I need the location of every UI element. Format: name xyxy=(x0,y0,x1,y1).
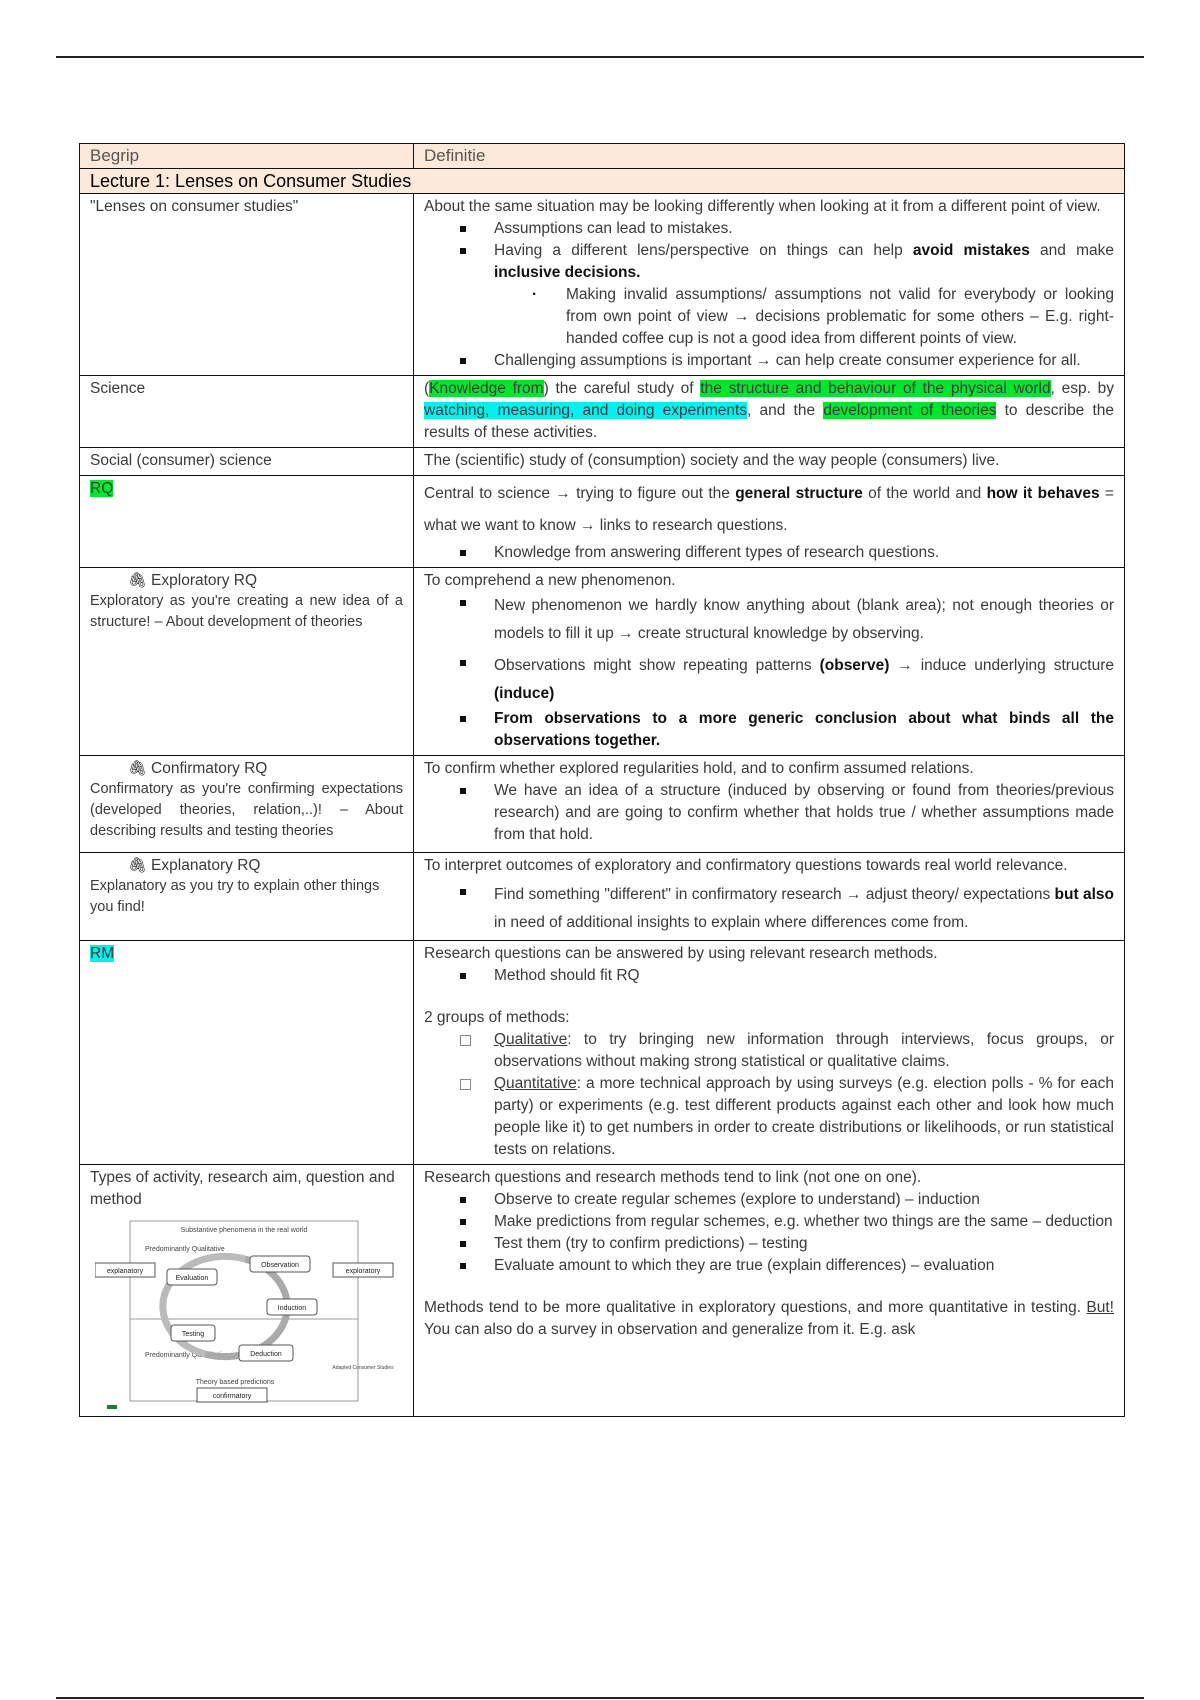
rm-groups: 2 groups of methods: xyxy=(424,1009,570,1026)
diagram-left-tag: explanatory xyxy=(106,1268,144,1275)
definition-rm xyxy=(414,941,1125,1165)
confirmatory-bullets xyxy=(424,780,1114,846)
list-item: Test them (try to confirm predictions) – testing xyxy=(494,1233,1114,1255)
rm-bullets xyxy=(424,965,1114,987)
diagram-right-tag: exploratory xyxy=(345,1268,381,1275)
term-confirmatory xyxy=(80,756,414,853)
definition-social: The (scientific) study of (consumption) society and the way people (consumers) live. xyxy=(414,448,1125,476)
term-exploratory xyxy=(80,568,414,756)
types-bullets xyxy=(424,1189,1114,1277)
exploratory-intro: To comprehend a new phenomenon. xyxy=(424,572,676,589)
list-item: Observations might show repeating patterns (observe) → induce underlying structure (induce) xyxy=(494,652,1114,708)
definition-lenses xyxy=(414,194,1125,376)
list-item: Challenging assumptions is important → can help create consumer experience for all. xyxy=(494,350,1114,372)
list-item: Qualitative: to try bringing new information through interviews, focus groups, or observations without making strong statistical or qualitative claims. xyxy=(494,1029,1114,1073)
definition-explanatory xyxy=(414,853,1125,941)
list-item: Knowledge from answering different types of research questions. xyxy=(494,542,1114,564)
list-item: Evaluate amount to which they are true (explain differences) – evaluation xyxy=(494,1255,1114,1277)
definition-exploratory xyxy=(414,568,1125,756)
table-row xyxy=(80,568,1125,756)
definition-rq: Central to science → trying to figure out the general structure of the world and how it behaves = what we want to know → links to research questions. Knowledge from answering different types of research questions. xyxy=(414,476,1125,568)
diagram-deduction: Deduction xyxy=(250,1351,282,1358)
explanatory-title: Explanatory RQ xyxy=(151,857,261,874)
diagram-qual-label: Predominantly Qualitative xyxy=(145,1246,225,1253)
list-item: Having a different lens/perspective on things can help avoid mistakes and make inclusive decisions. · Making invalid assumptions/ assumptions not valid for everybody or looking from own point of view → decisions problematic for some others – E.g. right-handed coffee cup is not a good idea from different points of view. xyxy=(494,240,1114,350)
term-lenses: "Lenses on consumer studies" xyxy=(80,194,414,376)
diagram-observation: Observation xyxy=(261,1262,299,1269)
diagram-testing: Testing xyxy=(181,1331,205,1338)
paperclip-icon: 🖇 xyxy=(128,572,148,589)
diagram-induction: Induction xyxy=(277,1305,307,1312)
header-begrip: Begrip xyxy=(80,144,414,169)
list-item: · Making invalid assumptions/ assumptions not valid for everybody or looking from own point of view → decisions problematic for some others – E.g. right-handed coffee cup is not a good idea from different points of view. xyxy=(566,284,1114,350)
bottom-rule xyxy=(56,1697,1144,1699)
exploratory-desc: Exploratory as you're creating a new idea of a structure! – About development of theories xyxy=(90,593,403,630)
types-intro: Research questions and research methods tend to link (not one on one). xyxy=(424,1169,922,1186)
top-rule xyxy=(56,56,1144,58)
types-term: Types of activity, research aim, question and method xyxy=(90,1169,395,1208)
diagram-bottom-tag: confirmatory xyxy=(212,1393,252,1400)
explanatory-desc: Explanatory as you try to explain other things you find! xyxy=(90,878,380,915)
explanatory-intro: To interpret outcomes of exploratory and confirmatory questions towards real world relevance. xyxy=(424,857,1068,874)
table-row xyxy=(80,853,1125,941)
table-row xyxy=(80,376,1125,448)
list-item: New phenomenon we hardly know anything about (blank area); not enough theories or models to fill it up → create structural knowledge by observing. xyxy=(494,592,1114,648)
term-types xyxy=(80,1165,414,1417)
term-rm xyxy=(80,941,414,1165)
diagram-green-mark xyxy=(107,1405,117,1409)
table-row xyxy=(80,476,1125,568)
diagram-evaluation: Evaluation xyxy=(175,1275,209,1282)
term-social: Social (consumer) science xyxy=(80,448,414,476)
list-item: Method should fit RQ xyxy=(494,965,1114,987)
highlight-green: the structure and behaviour of the physical world xyxy=(700,380,1051,397)
rm-method-list xyxy=(424,1029,1114,1161)
confirmatory-desc: Confirmatory as you're confirming expectations (developed theories, relation,..)! – About describing results and testing theories xyxy=(90,781,403,839)
rq-bullets xyxy=(424,542,1114,564)
definition-types xyxy=(414,1165,1125,1417)
highlight-green: development of theories xyxy=(823,402,997,419)
diagram-bottom-text: Theory based predictions xyxy=(195,1379,275,1386)
list-item: Assumptions can lead to mistakes. xyxy=(494,218,1114,240)
lecture-title-row xyxy=(80,169,1125,194)
rm-intro: Research questions can be answered by using relevant research methods. xyxy=(424,945,938,962)
confirmatory-intro: To confirm whether explored regularities hold, and to confirm assumed relations. xyxy=(424,760,974,777)
diagram-quant-label: Predominantly Quantitative xyxy=(145,1352,230,1359)
lenses-subbullets xyxy=(494,284,1114,350)
definition-confirmatory xyxy=(414,756,1125,853)
table-header-row xyxy=(80,144,1125,169)
highlight-green: Knowledge from xyxy=(429,380,544,397)
highlight-cyan: RM xyxy=(90,945,115,962)
highlight-cyan: watching, measuring, and doing experiments xyxy=(424,402,748,419)
definitions-table xyxy=(79,143,1125,1417)
lecture-title: Lecture 1: Lenses on Consumer Studies xyxy=(80,169,1125,194)
table-row xyxy=(80,194,1125,376)
list-item: Find something "different" in confirmatory research → adjust theory/ expectations but also in need of additional insights to explain where differences come from. xyxy=(494,881,1114,937)
exploratory-bullets xyxy=(424,592,1114,752)
term-rq xyxy=(80,476,414,568)
lenses-bullets xyxy=(424,218,1114,372)
exploratory-title: Exploratory RQ xyxy=(151,572,257,589)
explanatory-bullets xyxy=(424,881,1114,937)
header-definitie: Definitie xyxy=(414,144,1125,169)
highlight-green: RQ xyxy=(90,480,114,497)
list-item: Observe to create regular schemes (explore to understand) – induction xyxy=(494,1189,1114,1211)
definition-science: (Knowledge from) the careful study of the structure and behaviour of the physical world, esp. by watching, measuring, and doing experiments, and the development of theories to describe the results of these activities. xyxy=(414,376,1125,448)
table-row xyxy=(80,756,1125,853)
table-row xyxy=(80,1165,1125,1417)
types-paragraph: Methods tend to be more qualitative in exploratory questions, and more quantitative in testing. But! You can also do a survey in observation and generalize from it. E.g. ask xyxy=(424,1299,1114,1338)
term-science: Science xyxy=(80,376,414,448)
list-item: From observations to a more generic conclusion about what binds all the observations together. xyxy=(494,708,1114,752)
table-row xyxy=(80,448,1125,476)
table-row xyxy=(80,941,1125,1165)
term-explanatory xyxy=(80,853,414,941)
paperclip-icon: 🖇 xyxy=(128,857,148,874)
diagram-top-label: Substantive phenomena in the real world xyxy=(180,1227,308,1234)
lenses-intro: About the same situation may be looking differently when looking at it from a different point of view. xyxy=(424,198,1101,215)
list-item: We have an idea of a structure (induced by observing or found from theories/previous research) and are going to confirm whether that holds true / whether assumptions made from that hold. xyxy=(494,780,1114,846)
paperclip-icon: 🖇 xyxy=(128,760,148,777)
confirmatory-title: Confirmatory RQ xyxy=(151,760,268,777)
diagram-corner-label: Adapted Consumer Studies xyxy=(332,1365,394,1371)
list-item: Quantitative: a more technical approach by using surveys (e.g. election polls - % for each party) or experiments (e.g. test different products against each other and look how much people like it) to get numbers in order to create distributions or likelihoods, or run statistical tests on relations. xyxy=(494,1073,1114,1161)
research-cycle-diagram xyxy=(95,1219,395,1409)
list-item: Make predictions from regular schemes, e.g. whether two things are the same – deduction xyxy=(494,1211,1114,1233)
